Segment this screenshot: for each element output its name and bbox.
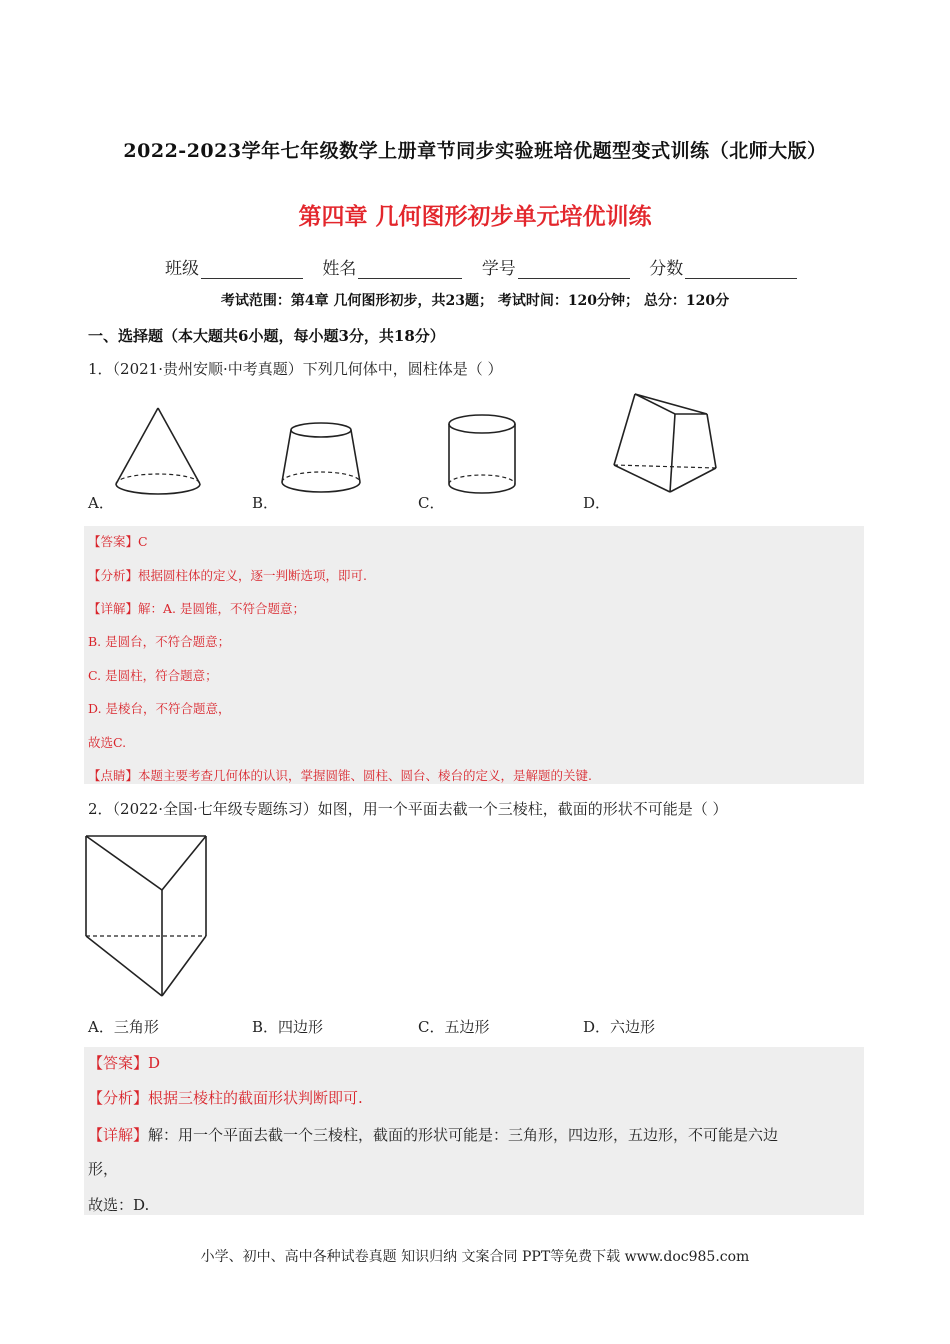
triangular-prism-figure [82, 832, 214, 1002]
footer: 小学、初中、高中各种试卷真题 知识归纳 文案合同 PPT等免费下载 www.doc985.com [200, 1249, 750, 1265]
q2-option-a: A．三角形 [88, 1018, 159, 1036]
q2-option-c: C．五边形 [418, 1018, 490, 1036]
q2-analysis: 【分析】根据三棱柱的截面形状判断即可. [88, 1089, 363, 1107]
class-label: 班级 [165, 259, 199, 279]
name-blank [358, 260, 462, 279]
section-heading: 一、选择题（本大题共6小题，每小题3分，共18分） [88, 327, 445, 345]
number-blank [518, 260, 630, 279]
q1-option-a: A． [88, 494, 114, 512]
q2-choose: 故选：D. [88, 1196, 150, 1214]
q2-option-d: D．六边形 [583, 1018, 656, 1036]
q1-detail-d: D. 是棱台，不符合题意， [88, 701, 231, 716]
score-label: 分数 [649, 259, 684, 279]
q1-option-b: B． [252, 494, 279, 512]
q1-analysis: 【分析】根据圆柱体的定义，逐一判断选项，即可. [88, 568, 367, 583]
cylinder-figure [442, 412, 522, 502]
q2-detail-text: 【详解】解：用一个平面去截一个三棱柱，截面的形状可能是：三角形，四边形，五边形，不可能是六边 [88, 1126, 779, 1144]
q1-detail: 【详解】解：A. 是圆锥，不符合题意； [88, 601, 305, 616]
q2-detail [88, 1124, 778, 1145]
document-title: 2022-2023学年七年级数学上册章节同步实验班培优题型变式训练（北师大版） [123, 140, 827, 162]
q1-option-d: D． [583, 494, 611, 512]
q1-answer-box [84, 526, 864, 784]
class-blank [201, 260, 303, 279]
exam-info: 考试范围：第4章 几何图形初步，共23题； 考试时间：120分钟； 总分：120分 [220, 293, 730, 309]
question-1-text: 1．（2021·贵州安顺·中考真题）下列几何体中，圆柱体是（ ） [88, 360, 503, 378]
question-2-text: 2．（2022·全国·七年级专题练习）如图，用一个平面去截一个三棱柱，截面的形状不可能是（ ） [88, 800, 728, 818]
student-info-row [165, 254, 797, 279]
q1-detail-c: C. 是圆柱，符合题意； [88, 668, 218, 683]
q2-answer: 【答案】D [88, 1054, 161, 1072]
frustum-figure [276, 418, 366, 500]
chapter-title: 第四章 几何图形初步单元培优训练 [298, 204, 652, 230]
q1-note: 【点睛】本题主要考查几何体的认识，掌握圆锥、圆柱、圆台、棱台的定义，是解题的关键. [88, 768, 592, 783]
cone-figure [110, 404, 210, 499]
q2-option-b: B．四边形 [252, 1018, 324, 1036]
q1-detail-b: B. 是圆台，不符合题意； [88, 634, 231, 649]
name-label: 姓名 [322, 259, 357, 279]
prism-frustum-figure [610, 390, 720, 495]
q1-option-c: C． [418, 494, 445, 512]
q2-detail-2: 形， [88, 1160, 119, 1178]
q1-choose: 故选C. [88, 735, 127, 750]
score-blank [685, 260, 797, 279]
q1-answer: 【答案】C [88, 534, 148, 549]
number-label: 学号 [481, 259, 516, 279]
